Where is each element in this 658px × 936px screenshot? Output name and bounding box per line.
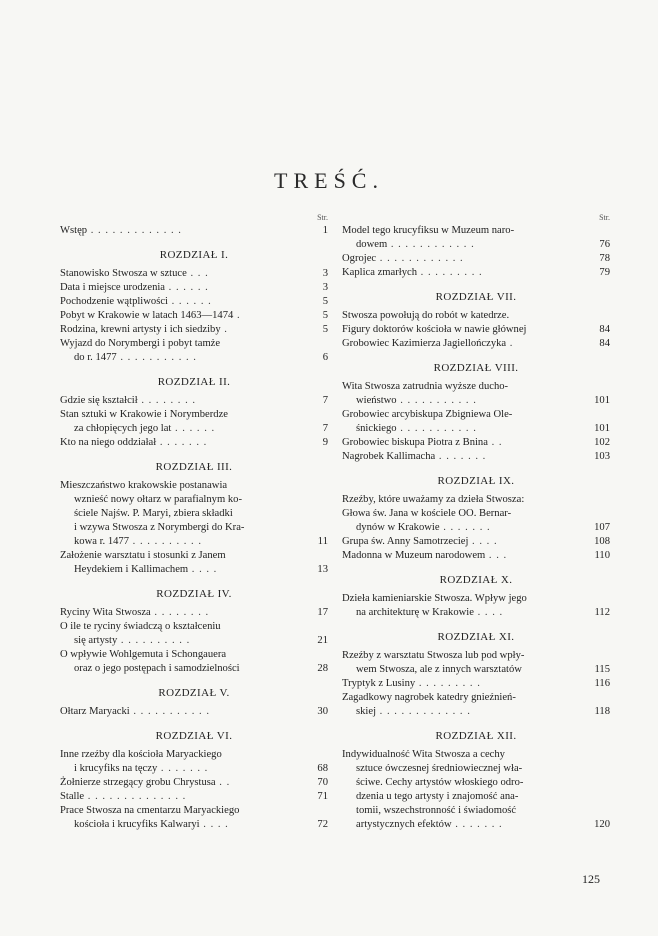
toc-entry-line xyxy=(60,337,304,351)
leader-dots: . . . . . . . . . xyxy=(415,678,481,689)
toc-page-number: 17 xyxy=(317,607,328,618)
toc-entry-text: Żołnierze strzegący grobu Chrystusa xyxy=(60,777,216,788)
leader-dots: . . . . . . . xyxy=(435,451,487,462)
chapter-heading: ROZDZIAŁ X. xyxy=(439,574,513,586)
toc-entry-line xyxy=(342,535,586,549)
toc-entry xyxy=(342,309,610,323)
toc-entry-text: artystycznych efektów xyxy=(356,819,452,830)
toc-entry-title xyxy=(60,281,304,295)
toc-entry-line xyxy=(60,776,304,790)
toc-entry-text: dynów w Krakowie xyxy=(356,522,440,533)
toc-entry-line xyxy=(342,408,586,422)
leader-dots: . . . . . . . . . . xyxy=(117,635,191,646)
leader-dots: . . . . . . xyxy=(165,282,209,293)
toc-entry-line xyxy=(60,648,304,662)
toc-entry-text: dowem xyxy=(356,239,388,250)
toc-entry-text: Grobowiec biskupa Piotra z Bnina xyxy=(342,437,488,448)
toc-page-number: 116 xyxy=(594,678,610,689)
toc-entry-line xyxy=(342,762,586,776)
leader-dots: . xyxy=(506,338,514,349)
page-title: TREŚĆ. xyxy=(274,168,384,193)
toc-entry-title xyxy=(60,804,304,832)
leader-dots: . . . . . . . . . . . . xyxy=(387,239,475,250)
toc-entry-title xyxy=(60,323,304,337)
toc-page-number: 72 xyxy=(317,819,328,830)
toc-entry-line xyxy=(342,309,586,323)
toc-entry-line xyxy=(342,776,586,790)
toc-entry-title xyxy=(60,267,304,281)
toc-entry-line xyxy=(60,422,304,436)
toc-entry-text: Madonna w Muzeum narodowem xyxy=(342,550,486,561)
toc-entry-title xyxy=(342,677,586,691)
leader-dots: . . . . . . . . . . . . . xyxy=(87,225,182,236)
chapter-heading: ROZDZIAŁ XII. xyxy=(435,730,517,742)
toc-entry-text: Kaplica zmarłych xyxy=(342,267,417,278)
toc-entry-title xyxy=(60,394,304,408)
toc-entry-line xyxy=(60,394,304,408)
toc-entry xyxy=(342,450,610,464)
toc-entry-line xyxy=(60,351,304,365)
toc-page-number: 107 xyxy=(594,522,610,533)
toc-entry-text: kowa r. 1477 xyxy=(74,536,130,547)
toc-page-number: 6 xyxy=(322,352,328,363)
toc-entry xyxy=(60,705,328,719)
leader-dots: . . . . . . . . . . . . . . xyxy=(84,791,187,802)
toc-entry-title xyxy=(342,337,586,351)
toc-entry-text: Nagrobek Kallimacha xyxy=(342,451,436,462)
toc-entry-title xyxy=(60,549,304,577)
toc-entry-text: O ile te ryciny świadczą o kształceniu xyxy=(60,621,221,632)
toc-entry xyxy=(60,408,328,436)
toc-entry-line xyxy=(60,790,304,804)
toc-entry-line xyxy=(342,649,586,663)
toc-page-number: 101 xyxy=(594,395,610,406)
toc-entry-text: Inne rzeźby dla kościoła Maryackiego xyxy=(60,749,222,760)
toc-entry-line xyxy=(342,748,586,762)
toc-page-number: 101 xyxy=(594,423,610,434)
leader-dots: . . xyxy=(215,777,231,788)
toc-page-number: 112 xyxy=(594,607,610,618)
toc-entry-title xyxy=(60,224,304,238)
toc-entry-text: ściwe. Cechy artystów włoskiego odro- xyxy=(356,777,524,788)
toc-entry-line xyxy=(342,790,586,804)
chapter-heading: ROZDZIAŁ VIII. xyxy=(433,362,519,374)
toc-entry-text: Wyjazd do Norymbergi i pobyt tamże xyxy=(60,338,221,349)
toc-entry-text: i wzywa Stwosza z Norymbergi do Kra- xyxy=(74,522,245,533)
toc-entry-text: Grobowiec Kazimierza Jagiellończyka xyxy=(342,338,507,349)
toc-entry-text: wieństwo xyxy=(356,395,397,406)
toc-entry-line xyxy=(342,422,586,436)
toc-entry-line xyxy=(342,493,586,507)
toc-entry xyxy=(342,507,610,535)
toc-entry-line xyxy=(60,309,304,323)
toc-entry-line xyxy=(60,563,304,577)
toc-page-number: 108 xyxy=(594,536,610,547)
chapter-heading: ROZDZIAŁ III. xyxy=(155,461,233,473)
leader-dots: . . . . . . . . . . . . xyxy=(376,253,464,264)
chapter-heading: ROZDZIAŁ IX. xyxy=(437,475,515,487)
toc-entry-text: Mieszczaństwo krakowskie postanawia xyxy=(60,480,228,491)
toc-page-number: 13 xyxy=(317,564,328,575)
toc-entry-title xyxy=(342,507,586,535)
toc-entry-title xyxy=(342,436,586,450)
toc-entry-title xyxy=(342,450,586,464)
toc-entry-line xyxy=(342,238,586,252)
toc-page-number: 84 xyxy=(599,324,610,335)
toc-entry-text: Ogrojec xyxy=(342,253,377,264)
toc-entry-text: Tryptyk z Lusiny xyxy=(342,678,416,689)
toc-entry-line xyxy=(342,380,586,394)
toc-page-number: 71 xyxy=(317,791,328,802)
toc-page-number: 11 xyxy=(317,536,328,547)
toc-entry-line xyxy=(342,436,586,450)
toc-entry-text: wznieść nowy ołtarz w parafialnym ko- xyxy=(74,494,242,505)
toc-entry-text: Stanowisko Stwosza w sztuce xyxy=(60,268,187,279)
toc-entry xyxy=(342,252,610,266)
toc-entry-text: Zagadkowy nagrobek katedry gnieźnień- xyxy=(342,692,516,703)
toc-entry-text: Grupa św. Anny Samotrzeciej xyxy=(342,536,469,547)
toc-entry-line xyxy=(60,549,304,563)
toc-entry xyxy=(60,281,328,295)
toc-entry-title xyxy=(60,408,304,436)
toc-entry xyxy=(342,493,610,507)
toc-entry-line xyxy=(60,762,304,776)
toc-page-number: 78 xyxy=(599,253,610,264)
toc-page-number: 3 xyxy=(322,268,328,279)
toc-page-number: 21 xyxy=(317,635,328,646)
toc-entry xyxy=(60,648,328,676)
toc-entry-title xyxy=(342,691,586,719)
toc-entry-text: O wpływie Wohlgemuta i Schongauera xyxy=(60,649,227,660)
toc-entry-title xyxy=(342,252,586,266)
toc-entry-title xyxy=(60,606,304,620)
toc-entry-line xyxy=(342,663,586,677)
toc-entry-title xyxy=(342,408,586,436)
toc-entry-line xyxy=(60,224,304,238)
toc-entry xyxy=(60,776,328,790)
toc-entry-text: kościoła i krucyfiks Kalwaryi xyxy=(74,819,200,830)
toc-entry-text: Pochodzenie wątpliwości xyxy=(60,296,168,307)
toc-entry-line xyxy=(342,266,586,280)
chapter-heading: ROZDZIAŁ I. xyxy=(159,249,229,261)
leader-dots: . . . . . . xyxy=(171,423,216,434)
leader-dots: . . . . . . . . . . . xyxy=(116,352,197,363)
toc-entry-text: Stwosza powołują do robót w katedrze. xyxy=(342,310,510,321)
toc-entry xyxy=(60,549,328,577)
toc-entry xyxy=(342,691,610,719)
toc-entry-line xyxy=(60,493,304,507)
toc-entry-text: sztuce ówczesnej średniowiecznej wła- xyxy=(356,763,523,774)
toc-entry-line xyxy=(60,705,304,719)
toc-page-number: 120 xyxy=(594,819,610,830)
toc-page-number: 68 xyxy=(317,763,328,774)
toc-entry-title xyxy=(60,776,304,790)
toc-entry-text: śnickiego xyxy=(356,423,397,434)
toc-entry-line xyxy=(60,620,304,634)
toc-entry-line xyxy=(342,224,586,238)
leader-dots: . . . . xyxy=(188,564,218,575)
toc-entry-text: Ołtarz Maryacki xyxy=(60,706,130,717)
toc-entry-line xyxy=(60,323,304,337)
toc-entry-text: na architekturę w Krakowie xyxy=(356,607,474,618)
toc-entry-text: wem Stwosza, ale z innych warsztatów xyxy=(356,664,522,675)
leader-dots: . . . . xyxy=(473,607,504,618)
toc-entry-line xyxy=(342,337,586,351)
leader-dots: . . . . . . . . xyxy=(137,395,197,406)
toc-page-number: 3 xyxy=(322,282,328,293)
toc-entry-text: i krucyfiks na tęczy xyxy=(74,763,158,774)
toc-entry-line xyxy=(60,479,304,493)
toc-page-number: 110 xyxy=(594,550,610,561)
chapter-heading: ROZDZIAŁ VII. xyxy=(435,291,517,303)
toc-entry-line xyxy=(60,408,304,422)
leader-dots: . . . . . . . xyxy=(439,522,491,533)
toc-entry xyxy=(342,677,610,691)
toc-page-number: 9 xyxy=(322,437,328,448)
toc-entry-line xyxy=(342,592,586,606)
toc-entry-title xyxy=(60,479,304,549)
toc-entry-line xyxy=(60,818,304,832)
toc-entry xyxy=(60,267,328,281)
toc-entry-title xyxy=(342,748,586,832)
chapter-heading: ROZDZIAŁ VI. xyxy=(155,730,233,742)
toc-entry xyxy=(60,620,328,648)
toc-page-number: 102 xyxy=(594,437,610,448)
toc-entry-title xyxy=(342,309,586,323)
leader-dots: . . xyxy=(487,437,503,448)
toc-entry xyxy=(60,309,328,323)
leader-dots: . . . . . . . xyxy=(451,819,503,830)
toc-entry-title xyxy=(60,705,304,719)
toc-entry-text: Głowa św. Jana w kościele OO. Bernar- xyxy=(342,508,512,519)
toc-page-number: 79 xyxy=(599,267,610,278)
toc-entry-line xyxy=(60,804,304,818)
toc-entry-text: za chłopięcych jego lat xyxy=(74,423,172,434)
toc-entry-line xyxy=(60,267,304,281)
toc-entry xyxy=(342,337,610,351)
leader-dots: . . . . . . . . xyxy=(150,607,210,618)
chapter-heading: ROZDZIAŁ II. xyxy=(157,376,231,388)
toc-entry-line xyxy=(60,606,304,620)
toc-entry-text: Figury doktorów kościoła w nawie głównej xyxy=(342,324,527,335)
toc-entry xyxy=(342,408,610,436)
toc-entry-title xyxy=(342,649,586,677)
toc-right-column xyxy=(342,212,610,832)
toc-entry xyxy=(60,337,328,365)
toc-entry-text: Stalle xyxy=(60,791,85,802)
chapter-heading: ROZDZIAŁ IV. xyxy=(156,588,232,600)
toc-entry-title xyxy=(60,337,304,365)
toc-entry-line xyxy=(60,436,304,450)
leader-dots: . . . . . . xyxy=(167,296,212,307)
toc-entry-text: dzenia u tego artysty i znajomość ana- xyxy=(356,791,519,802)
toc-entry xyxy=(342,535,610,549)
leader-dots: . . . . . . . . . . . xyxy=(396,395,477,406)
leader-dots: . . . . . . . . . . . . . xyxy=(376,706,471,717)
toc-entry-text: Stan sztuki w Krakowie i Norymberdze xyxy=(60,409,228,420)
toc-page-number: 1 xyxy=(322,225,328,236)
toc-entry xyxy=(60,224,328,238)
toc-entry-line xyxy=(60,748,304,762)
toc-entry xyxy=(60,479,328,549)
toc-entry-title xyxy=(60,295,304,309)
toc-page-number: 118 xyxy=(594,706,610,717)
toc-entry-text: skiej xyxy=(356,706,377,717)
toc-entry xyxy=(60,295,328,309)
toc-entry-line xyxy=(342,252,586,266)
toc-entry-text: Rodzina, krewni artysty i ich siedziby xyxy=(60,324,221,335)
toc-entry xyxy=(342,323,610,337)
toc-page-number: 7 xyxy=(322,423,328,434)
toc-entry xyxy=(60,436,328,450)
page-number: 125 xyxy=(582,872,600,886)
toc-entry-title xyxy=(60,620,304,648)
toc-page-number: 76 xyxy=(599,239,610,250)
leader-dots: . . . . . . . . . xyxy=(417,267,483,278)
toc-left-column xyxy=(60,212,328,832)
toc-page-number: 5 xyxy=(322,296,328,307)
leader-dots: . . . xyxy=(186,268,209,279)
toc-entry-text: Pobyt w Krakowie w latach 1463—1474 xyxy=(60,310,234,321)
toc-entry-text: Rzeźby z warsztatu Stwosza lub pod wpły- xyxy=(342,650,525,661)
toc-page-number: 103 xyxy=(594,451,610,462)
toc-page-number: 28 xyxy=(317,663,328,674)
toc-entry-text: Model tego krucyfiksu w Muzeum naro- xyxy=(342,225,515,236)
toc-entry-text: ściele Najśw. P. Maryi, zbiera składki xyxy=(74,508,233,519)
toc-entry-line xyxy=(342,323,586,337)
toc-page-number: 84 xyxy=(599,338,610,349)
toc-entry-line xyxy=(60,535,304,549)
toc-entry-text: Data i miejsce urodzenia xyxy=(60,282,166,293)
toc-entry-text: oraz o jego postępach i samodzielności xyxy=(74,663,240,674)
leader-dots: . xyxy=(233,310,241,321)
toc-entry xyxy=(342,649,610,677)
leader-dots: . . . . . . . . . . . xyxy=(396,423,477,434)
leader-dots: . . . xyxy=(485,550,508,561)
toc-entry-line xyxy=(60,281,304,295)
toc-entry-title xyxy=(342,224,586,252)
toc-entry-title xyxy=(60,790,304,804)
toc-entry xyxy=(60,804,328,832)
toc-entry-line xyxy=(60,662,304,676)
toc-entry-line xyxy=(342,804,586,818)
toc-entry xyxy=(342,592,610,620)
leader-dots: . . . . . . . . . . xyxy=(129,536,202,547)
leader-dots: . . . . . . . xyxy=(157,763,209,774)
toc-entry-title xyxy=(60,436,304,450)
toc-entry-title xyxy=(342,592,586,620)
toc-entry-title xyxy=(342,535,586,549)
toc-entry xyxy=(342,748,610,832)
toc-entry-text: Grobowiec arcybiskupa Zbigniewa Ole- xyxy=(342,409,513,420)
toc-entry-title xyxy=(60,309,304,323)
toc-entry-text: Wstęp xyxy=(60,225,88,236)
toc-entry-title xyxy=(60,748,304,776)
toc-entry-title xyxy=(342,380,586,408)
page-column-label: Str. xyxy=(317,213,328,222)
toc-entry xyxy=(342,224,610,252)
toc-entry xyxy=(342,436,610,450)
toc-entry xyxy=(60,394,328,408)
toc-entry-text: tomii, wszechstronność i świadomość xyxy=(356,805,517,816)
toc-entry-title xyxy=(342,493,586,507)
toc-entry xyxy=(342,266,610,280)
toc-entry-line xyxy=(342,521,586,535)
toc-entry-line xyxy=(342,705,586,719)
toc-entry xyxy=(60,323,328,337)
toc-entry-text: Wita Stwosza zatrudnia wyższe ducho- xyxy=(342,381,509,392)
toc-entry-line xyxy=(60,634,304,648)
leader-dots: . . . . xyxy=(468,536,498,547)
toc-entry-title xyxy=(60,648,304,676)
leader-dots: . . . . . . . xyxy=(156,437,208,448)
toc-page-number: 5 xyxy=(322,324,328,335)
toc-entry-line xyxy=(342,818,586,832)
toc-page-number: 30 xyxy=(317,706,328,717)
toc-entry-text: się artysty xyxy=(74,635,118,646)
toc-entry-line xyxy=(60,521,304,535)
toc-entry-text: Gdzie się kształcił xyxy=(60,395,138,406)
toc-entry-line xyxy=(342,691,586,705)
leader-dots: . . . . . . . . . . . xyxy=(129,706,210,717)
toc-entry-line xyxy=(342,677,586,691)
leader-dots: . xyxy=(220,324,228,335)
chapter-heading: ROZDZIAŁ V. xyxy=(158,687,230,699)
toc-entry-text: Ryciny Wita Stwosza xyxy=(60,607,151,618)
toc-entry-text: Rzeźby, które uważamy za dzieła Stwosza: xyxy=(342,494,525,505)
leader-dots: . . . . xyxy=(199,819,229,830)
toc-entry xyxy=(60,748,328,776)
page-column-label: Str. xyxy=(599,213,610,222)
toc-entry-text: Kto na niego oddziałał xyxy=(60,437,157,448)
toc-entry-line xyxy=(342,507,586,521)
toc-entry-title xyxy=(342,266,586,280)
toc-entry-text: Założenie warsztatu i stosunki z Janem xyxy=(60,550,226,561)
toc-entry xyxy=(342,380,610,408)
toc-entry-line xyxy=(342,549,586,563)
toc-entry-text: Dzieła kamieniarskie Stwosza. Wpływ jego xyxy=(342,593,527,604)
toc-page-number: 70 xyxy=(317,777,328,788)
toc-entry-text: Indywidualność Wita Stwosza a cechy xyxy=(342,749,505,760)
toc-entry xyxy=(60,606,328,620)
toc-entry xyxy=(60,790,328,804)
toc-page-number: 7 xyxy=(322,395,328,406)
toc-entry-line xyxy=(60,295,304,309)
toc-page-number: 5 xyxy=(322,310,328,321)
toc-entry xyxy=(342,549,610,563)
toc-entry-line xyxy=(342,394,586,408)
toc-entry-line xyxy=(342,606,586,620)
toc-entry-title xyxy=(342,549,586,563)
toc-entry-text: Heydekiem i Kallimachem xyxy=(74,564,189,575)
toc-entry-line xyxy=(60,507,304,521)
toc-entry-text: do r. 1477 xyxy=(74,352,117,363)
toc-page-number: 115 xyxy=(594,664,610,675)
toc-entry-text: Prace Stwosza na cmentarzu Maryackiego xyxy=(60,805,240,816)
toc-entry-title xyxy=(342,323,586,337)
toc-entry-line xyxy=(342,450,586,464)
chapter-heading: ROZDZIAŁ XI. xyxy=(437,631,515,643)
